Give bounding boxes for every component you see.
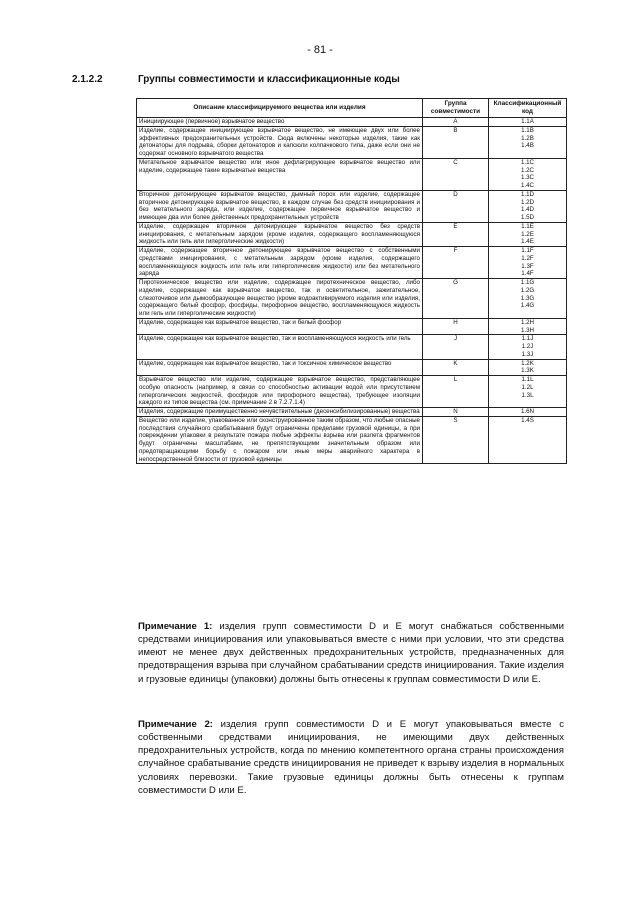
table-row [137,158,567,190]
table-row [137,118,567,127]
row-group: N [423,408,489,417]
note-1-label: Примечание 1: [138,620,213,632]
table-row [137,359,567,376]
row-description: Вторичное детонирующее взрывчатое вещество, дымный порох или изделие, содержащее вторичное детонирующее взрывчатое вещество, в каждом случае без средств инициирования и без метательного заряда, или изделие, содержащее первичное взрывчатое вещество и имеющее два или более действенных предохранительных устройств [137,190,423,222]
row-code: 1.2K 1.3K [489,359,567,376]
row-code: 1.1E 1.2E 1.4E [489,222,567,246]
row-code: 1.1L 1.2L 1.3L [489,376,567,408]
row-description: Метательное взрывчатое вещество или иное дефлагрирующее взрывчатое вещество или изделие, содержащее такие взрывчатые вещества [137,158,423,190]
row-group: D [423,190,489,222]
row-code: 1.1F 1.2F 1.3F 1.4F [489,247,567,279]
row-code: 1.1D 1.2D 1.4D 1.5D [489,190,567,222]
row-description: Изделие, содержащее вторичное детонирующее взрывчатое вещество без средств инициирования, с метательным зарядом (кроме изделия, содержащего воспламеняющуюся жидкость или гель или гиперголические жидкости) [137,222,423,246]
table-row [137,416,567,464]
note-1 [138,620,564,686]
row-description: Изделие, содержащее как взрывчатое вещество, так и белый фосфор [137,318,423,335]
row-group: G [423,279,489,319]
row-code: 1.1A [489,118,567,127]
row-description: Вещество или изделие, упакованное или сконструированное таким образом, что любые опасные последствия случайного срабатывания будут ограничены пределами грузовой единицы, а при повреждении упаковки в результате пожара любые эффекты взрыва или разлета фрагментов будут ограничены масштабами, не препятствующими значительным образом или предотвращающими борьбу с пожаром или иные меры аварийного характера в непосредственной близости от грузовой единицы [137,416,423,464]
section-number: 2.1.2.2 [72,74,103,85]
table-row [137,247,567,279]
table-row [137,279,567,319]
row-code: 1.1C 1.2C 1.3C 1.4C [489,158,567,190]
row-description: Пиротехническое вещество или изделие, содержащее пиротехническое вещество, либо изделие, содержащее как взрывчатое вещество, так и осветительное, зажигательное, слезоточивое или дымообразующее вещество (кроме водоактивируемого изделия или изделия, содержащего белый фосфор, фосфиды, пирофорное вещество, воспламеняющуюся жидкость или гель или гиперголические жидкости) [137,279,423,319]
row-code: 1.4S [489,416,567,464]
table-row [137,318,567,335]
row-code: 1.1B 1.2B 1.4B [489,126,567,158]
row-group: F [423,247,489,279]
table-row [137,222,567,246]
row-description: Изделие, содержащее инициирующее взрывчатое вещество, не имеющее двух или более эффективных предохранительных устройств. Сюда включены некоторые изделия, такие как детонаторы для подрыва, сборки детонаторов и капсюли колпачкового типа, даже если они не содержат основного взрывчатого вещества [137,126,423,158]
row-code: 1.6N [489,408,567,417]
header-code: Классификационный код [489,99,567,118]
header-description: Описание классифицируемого вещества или изделия [137,99,423,118]
row-group: H [423,318,489,335]
row-group: B [423,126,489,158]
row-description: Изделие, содержащее вторичное детонирующее взрывчатое вещество с собственными средствами инициирования, с метательным зарядом (кроме изделия, содержащего воспламеняющуюся жидкость или гель или гиперголические жидкости) или без метательного заряда [137,247,423,279]
row-group: S [423,416,489,464]
row-group: K [423,359,489,376]
section-title: Группы совместимости и классификационные коды [138,74,400,85]
table-header-row [137,99,567,118]
row-description: Изделия, содержащие преимущественно нечувствительные (десенсибилизированные) вещества [137,408,423,417]
table-row [137,376,567,408]
note-2-text: изделия групп совместимости D и E могут упаковываться вместе с собственными средствами инициирования, не имеющими двух действенных предохранительных устройств, когда по мнению компетентного органа страны происхождения случайное срабатывание средств инициирования не приведет к взрыву изделия в нормальных условиях перевозки. Такие грузовые единицы должны быть отнесены к группам совместимости D или E. [138,718,564,796]
row-group: A [423,118,489,127]
row-code: 1.1J 1.2J 1.3J [489,335,567,359]
row-group: C [423,158,489,190]
row-code: 1.1G 1.2G 1.3G 1.4G [489,279,567,319]
row-description: Изделие, содержащее как взрывчатое вещество, так и воспламеняющуюся жидкость или гель [137,335,423,359]
table-row [137,190,567,222]
row-description: Изделие, содержащее как взрывчатое вещество, так и токсичное химическое вещество [137,359,423,376]
note-2 [138,718,564,797]
row-description: Инициирующее (первичное) взрывчатое вещество [137,118,423,127]
row-group: E [423,222,489,246]
row-code: 1.2H 1.3H [489,318,567,335]
compatibility-groups-table [136,98,567,464]
header-group: Группа совместимости [423,99,489,118]
note-1-text: изделия групп совместимости D и E могут снабжаться собственными средствами инициирования или упаковываться вместе с ними при условии, что эти средства имеют не менее двух действенных предохранительных устройств, предназначенных для предотвращения взрыва при случайном срабатывании средств инициирования. Такие изделия и грузовые единицы (упаковки) должны быть отнесены к группам совместимости D или E. [138,620,564,685]
note-2-label: Примечание 2: [138,718,213,730]
row-group: L [423,376,489,408]
row-group: J [423,335,489,359]
table-row [137,408,567,417]
page-number: - 81 - [307,44,333,56]
table-row [137,126,567,158]
row-description: Взрывчатое вещество или изделие, содержащее взрывчатое вещество, представляющее особую опасность (например, в связи со способностью активации водой или присутствием гиперголических жидкостей, фосфидов или пирофорного вещества), требующее изоляции каждого из типов вещества (см. примечание 2 в 7.2.7.1.4) [137,376,423,408]
table-row [137,335,567,359]
